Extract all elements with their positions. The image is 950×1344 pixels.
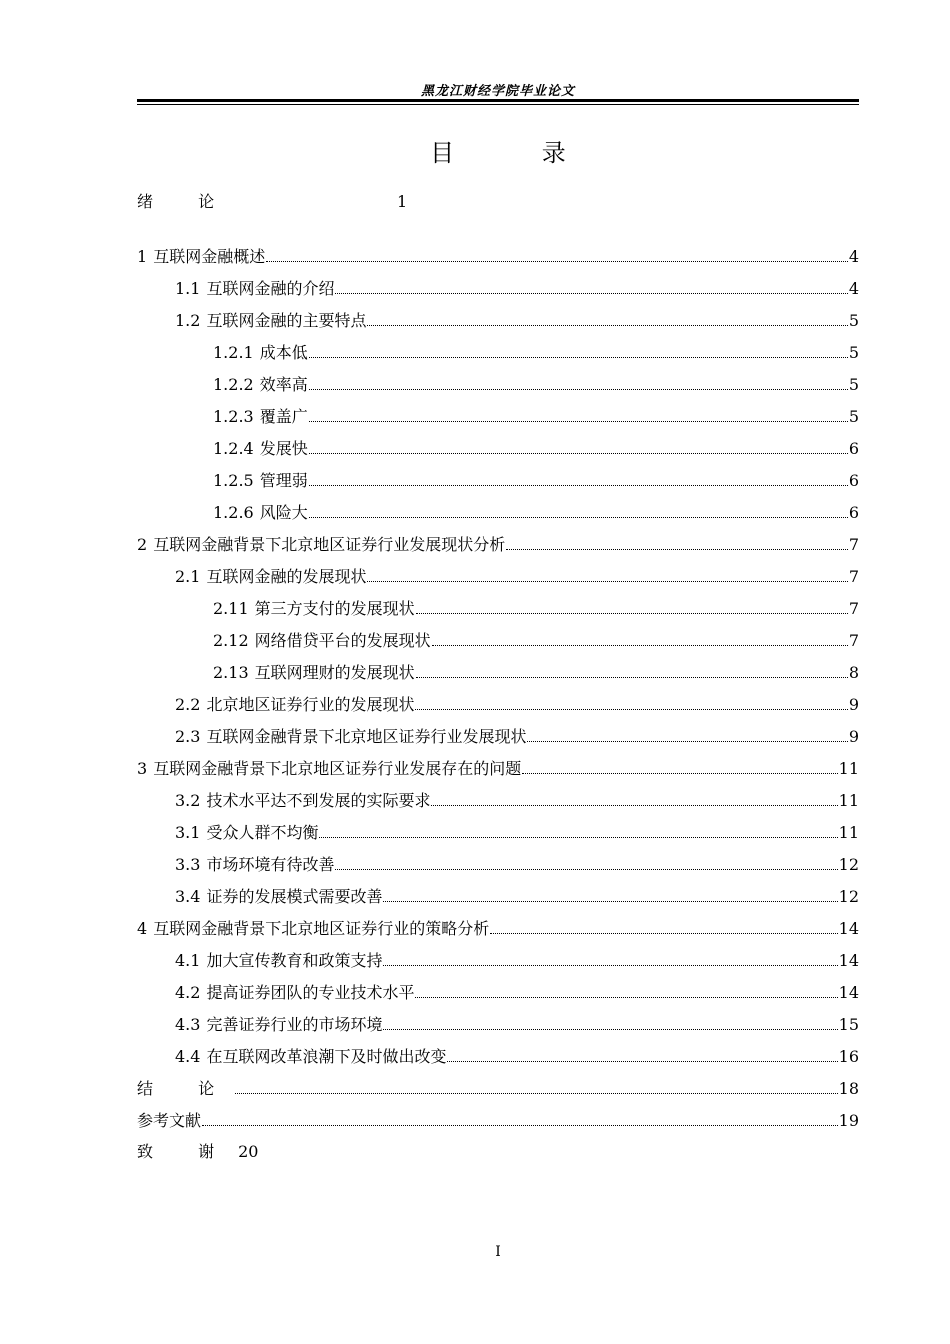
toc-entry-text: 互联网金融的介绍 — [206, 279, 335, 298]
toc-entry-number: 1.2.5 — [213, 471, 254, 490]
toc-entry-label — [175, 1045, 446, 1069]
toc-entry-label — [137, 1077, 234, 1101]
toc-entry-number: 4.1 — [175, 951, 201, 970]
dot-leader — [309, 468, 848, 486]
toc-entry-label — [213, 501, 308, 525]
toc-entry-text: 发展快 — [259, 439, 308, 458]
dot-leader — [415, 980, 837, 998]
toc-entry-page: 14 — [838, 919, 859, 938]
toc-entry[interactable] — [137, 852, 859, 876]
toc-entry[interactable] — [137, 628, 859, 652]
dot-leader — [383, 884, 837, 902]
toc-entry[interactable] — [137, 340, 859, 364]
toc-entry-label — [175, 821, 318, 845]
toc-entry-label: 致 谢 — [137, 1142, 235, 1161]
toc-entry-label — [175, 277, 334, 301]
toc-entry-number: 3 — [137, 759, 148, 778]
toc-entry-page: 5 — [848, 407, 859, 426]
toc-entry-number: 1.1 — [175, 279, 201, 298]
dot-leader — [431, 788, 837, 806]
toc-entry-text: 风险大 — [259, 503, 308, 522]
toc-entry-number: 4 — [137, 919, 148, 938]
toc-entry-text: 加大宣传教育和政策支持 — [206, 951, 383, 970]
toc-entry-page: 7 — [848, 631, 859, 650]
toc-entry[interactable] — [137, 980, 859, 1004]
toc-entry-page: 6 — [848, 503, 859, 522]
dot-leader — [383, 948, 837, 966]
toc-entry-page: 12 — [838, 887, 859, 906]
dot-leader — [447, 1044, 837, 1062]
toc-entry-label — [213, 437, 308, 461]
dot-leader — [490, 916, 837, 934]
dot-leader — [235, 1076, 838, 1094]
dot-leader — [309, 372, 848, 390]
toc-entry-page: 5 — [848, 375, 859, 394]
toc-entry-label — [137, 917, 489, 941]
toc-entry-label — [175, 981, 414, 1005]
toc-entry[interactable] — [137, 596, 859, 620]
toc-entry-text: 市场环境有待改善 — [206, 855, 335, 874]
toc-entry-page: 6 — [848, 439, 859, 458]
dot-leader — [416, 660, 848, 678]
toc-entry-label — [175, 725, 526, 749]
toc-entry[interactable] — [137, 436, 859, 460]
toc-entry-page: 16 — [838, 1047, 859, 1066]
toc-entry-label — [175, 309, 366, 333]
toc-entry-text: 第三方支付的发展现状 — [254, 599, 415, 618]
header-rule-thick — [137, 99, 859, 102]
running-header: 黑龙江财经学院毕业论文 — [420, 84, 575, 99]
toc-entry[interactable] — [137, 276, 859, 300]
dot-leader — [319, 820, 837, 838]
dot-leader — [309, 436, 848, 454]
toc-entry-page: 9 — [848, 727, 859, 746]
toc-entry[interactable] — [137, 308, 859, 332]
toc-entry[interactable] — [137, 564, 859, 588]
toc-entry-number: 1.2.2 — [213, 375, 254, 394]
toc-entry-label — [175, 565, 366, 589]
toc-entry-number: 4.2 — [175, 983, 201, 1002]
toc-entry-page: 6 — [848, 471, 859, 490]
toc-entry-page: 8 — [848, 663, 859, 682]
toc-entry-page: 11 — [838, 791, 859, 810]
toc-entry-page: 15 — [838, 1015, 859, 1034]
toc-entry-page: 12 — [838, 855, 859, 874]
toc-entry-text: 证券的发展模式需要改善 — [206, 887, 383, 906]
toc-entry[interactable] — [137, 756, 859, 780]
toc-entry[interactable] — [137, 1076, 859, 1100]
toc-entry-page: 19 — [838, 1111, 859, 1130]
toc-entry[interactable] — [137, 724, 859, 748]
dot-leader — [202, 1108, 838, 1126]
toc-entry[interactable] — [137, 916, 859, 940]
toc-entry-label — [137, 533, 505, 557]
toc-entry-text: 覆盖广 — [259, 407, 308, 426]
toc-entry-label — [213, 629, 431, 653]
toc-entry-text: 网络借贷平台的发展现状 — [254, 631, 431, 650]
toc-entry-number: 2.11 — [213, 599, 249, 618]
dot-leader — [527, 724, 847, 742]
toc-entry-number: 1.2 — [175, 311, 201, 330]
toc-entry-page: 5 — [848, 343, 859, 362]
dot-leader — [335, 276, 847, 294]
toc-entry-text: 互联网金融背景下北京地区证券行业发展存在的问题 — [153, 759, 522, 778]
toc-entry-label — [213, 661, 415, 685]
toc-entry-label — [175, 885, 382, 909]
toc-entry[interactable] — [137, 404, 859, 428]
toc-entry-number: 3.4 — [175, 887, 201, 906]
dot-leader — [415, 692, 847, 710]
toc-entry[interactable] — [137, 500, 859, 524]
toc-entry-page: 14 — [838, 983, 859, 1002]
toc-entry-number: 1.2.3 — [213, 407, 254, 426]
toc-entry-number: 2.3 — [175, 727, 201, 746]
dot-leader — [522, 756, 837, 774]
header-rule-thin — [137, 104, 859, 105]
toc-entry-text: 互联网金融的发展现状 — [206, 567, 367, 586]
toc-entry-label — [175, 853, 334, 877]
toc-entry-text: 在互联网改革浪潮下及时做出改变 — [206, 1047, 447, 1066]
toc-entry-page: 11 — [838, 823, 859, 842]
toc-entry-page: 4 — [848, 279, 859, 298]
toc-title: 目 录 — [430, 139, 606, 167]
toc-entry-text: 效率高 — [259, 375, 308, 394]
toc-entry-page: 11 — [838, 759, 859, 778]
toc-entry-text: 管理弱 — [259, 471, 308, 490]
toc-entry-label — [137, 757, 521, 781]
dot-leader — [416, 596, 848, 614]
toc-entry-label: 绪 论 — [137, 192, 235, 211]
dot-leader — [309, 404, 848, 422]
toc-entry-text: 完善证券行业的市场环境 — [206, 1015, 383, 1034]
toc-entry-label — [213, 373, 308, 397]
toc-entry-page: 14 — [838, 951, 859, 970]
toc-entry-page: 7 — [848, 599, 859, 618]
dot-leader — [506, 532, 848, 550]
dot-leader — [432, 628, 848, 646]
toc-entry-text: 互联网金融概述 — [153, 247, 266, 266]
toc-entry-label — [213, 597, 415, 621]
toc-entry-page: 1 — [397, 192, 408, 211]
toc-entry-text: 互联网金融背景下北京地区证券行业发展现状 — [206, 727, 527, 746]
toc-entry-label — [175, 693, 414, 717]
toc-entry-text: 北京地区证券行业的发展现状 — [206, 695, 415, 714]
dot-leader — [335, 852, 837, 870]
dot-leader — [309, 500, 848, 518]
toc-entry-number: 3.1 — [175, 823, 201, 842]
toc-entry[interactable] — [137, 244, 859, 268]
toc-entry-text: 互联网理财的发展现状 — [254, 663, 415, 682]
toc-entry-number: 2.12 — [213, 631, 249, 650]
toc-entry-number: 2.1 — [175, 567, 201, 586]
toc-entry-label — [137, 1109, 201, 1133]
toc-entry[interactable] — [137, 884, 859, 908]
toc-entry-number: 4.3 — [175, 1015, 201, 1034]
toc-entry-page: 4 — [848, 247, 859, 266]
toc-entry-text: 互联网金融背景下北京地区证券行业的策略分析 — [153, 919, 490, 938]
toc-entry-text: 互联网金融背景下北京地区证券行业发展现状分析 — [153, 535, 506, 554]
dot-leader — [367, 564, 847, 582]
toc-entry-number: 4.4 — [175, 1047, 201, 1066]
toc-entry-number: 1.2.1 — [213, 343, 254, 362]
dot-leader — [383, 1012, 837, 1030]
toc-entry-number: 2.2 — [175, 695, 201, 714]
toc-entry-number: 1 — [137, 247, 148, 266]
toc-entry[interactable] — [137, 660, 859, 684]
toc-entry-label — [213, 405, 308, 429]
toc-entry-page: 5 — [848, 311, 859, 330]
dot-leader — [266, 244, 848, 262]
toc-entry-text: 受众人群不均衡 — [206, 823, 319, 842]
toc-entry-text: 成本低 — [259, 343, 308, 362]
toc-entry[interactable] — [137, 372, 859, 396]
toc-entry-label — [175, 1013, 382, 1037]
toc-entry-text: 互联网金融的主要特点 — [206, 311, 367, 330]
toc-entry-number: 3.3 — [175, 855, 201, 874]
toc-entry-page: 9 — [848, 695, 859, 714]
toc-entry-text: 结 论 — [137, 1079, 235, 1098]
toc-entry-label — [137, 245, 265, 269]
toc-entry-label — [175, 949, 382, 973]
toc-entry-number: 2.13 — [213, 663, 249, 682]
toc-entry-number: 1.2.4 — [213, 439, 254, 458]
toc-entry[interactable] — [137, 532, 859, 556]
toc-entry[interactable] — [137, 788, 859, 812]
toc-entry-label — [175, 789, 430, 813]
toc-entry[interactable] — [137, 820, 859, 844]
toc-entry-text: 参考文献 — [137, 1111, 202, 1130]
toc-entry[interactable] — [137, 468, 859, 492]
dot-leader — [367, 308, 847, 326]
toc-entry[interactable] — [137, 692, 859, 716]
toc-entry[interactable] — [137, 1012, 859, 1036]
toc-entry-label — [213, 469, 308, 493]
toc-entry-label — [213, 341, 308, 365]
toc-entry-text: 提高证券团队的专业技术水平 — [206, 983, 415, 1002]
page-number: I — [495, 1244, 501, 1260]
toc-entry-text: 技术水平达不到发展的实际要求 — [206, 791, 431, 810]
toc-entry-page: 18 — [838, 1079, 859, 1098]
toc-entry-number: 2 — [137, 535, 148, 554]
toc-entry-page: 20 — [238, 1142, 259, 1161]
dot-leader — [309, 340, 848, 358]
toc-entry-page: 7 — [848, 567, 859, 586]
toc-entry-thanks[interactable] — [137, 1140, 859, 1164]
toc-entry-page: 7 — [848, 535, 859, 554]
toc-entry[interactable] — [137, 948, 859, 972]
toc-entry[interactable] — [137, 1044, 859, 1068]
toc-entry-number: 1.2.6 — [213, 503, 254, 522]
toc-entry-number: 3.2 — [175, 791, 201, 810]
toc-entry[interactable] — [137, 1108, 859, 1132]
toc-entry-intro[interactable] — [137, 190, 859, 214]
